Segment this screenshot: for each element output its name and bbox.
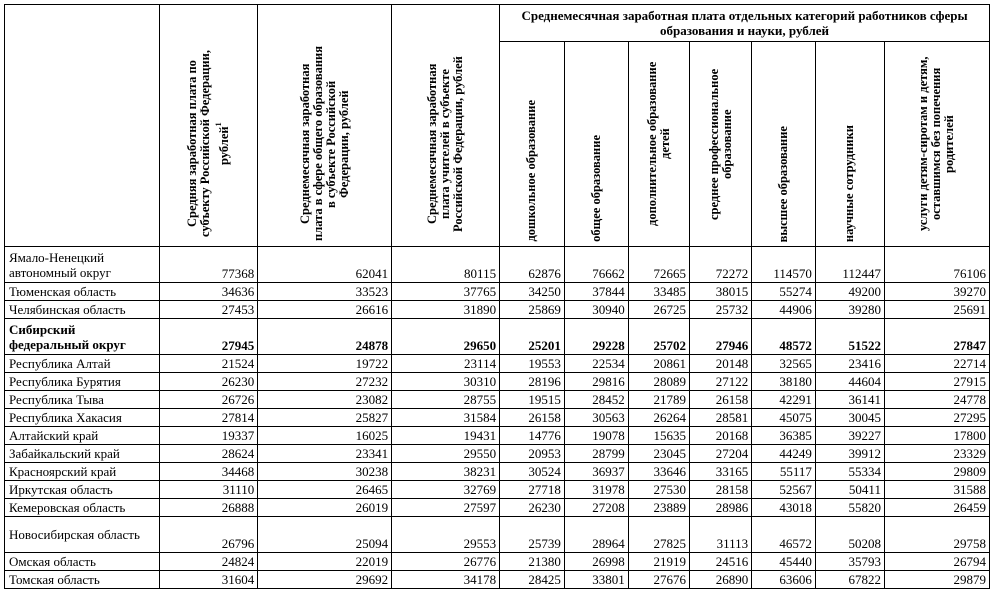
value-cell: 19515 [500,391,565,409]
header-higher: высшее образование [752,42,816,247]
value-cell: 20148 [690,355,752,373]
value-cell: 26158 [500,409,565,427]
value-cell: 34468 [160,463,258,481]
value-cell: 27208 [564,499,628,517]
value-cell: 20861 [628,355,689,373]
value-cell: 29816 [564,373,628,391]
value-cell: 30238 [258,463,392,481]
value-cell: 26465 [258,481,392,499]
value-cell: 28755 [392,391,500,409]
value-cell: 27295 [884,409,989,427]
value-cell: 72665 [628,247,689,283]
value-cell: 36141 [815,391,884,409]
value-cell: 24516 [690,553,752,571]
value-cell: 52567 [752,481,816,499]
value-cell: 28624 [160,445,258,463]
value-cell: 28986 [690,499,752,517]
region-name: Республика Хакасия [5,409,160,427]
value-cell: 38015 [690,283,752,301]
value-cell: 23416 [815,355,884,373]
value-cell: 21789 [628,391,689,409]
value-cell: 29650 [392,319,500,355]
value-cell: 21524 [160,355,258,373]
value-cell: 50411 [815,481,884,499]
region-name: Новосибирская область [5,517,160,553]
value-cell: 24878 [258,319,392,355]
value-cell: 26019 [258,499,392,517]
region-name: Тюменская область [5,283,160,301]
value-cell: 77368 [160,247,258,283]
value-cell: 26888 [160,499,258,517]
value-cell: 23045 [628,445,689,463]
value-cell: 26264 [628,409,689,427]
value-cell: 49200 [815,283,884,301]
table-row [5,373,990,391]
value-cell: 25094 [258,517,392,553]
value-cell: 48572 [752,319,816,355]
region-name: Иркутская область [5,481,160,499]
value-cell: 55820 [815,499,884,517]
value-cell: 27945 [160,319,258,355]
table-row [5,481,990,499]
value-cell: 20953 [500,445,565,463]
value-cell: 45075 [752,409,816,427]
value-cell: 27204 [690,445,752,463]
value-cell: 28158 [690,481,752,499]
value-cell: 33523 [258,283,392,301]
value-cell: 27453 [160,301,258,319]
region-header-cell [5,5,160,247]
table-row [5,409,990,427]
region-name: Забайкальский край [5,445,160,463]
value-cell: 22534 [564,355,628,373]
value-cell: 25869 [500,301,565,319]
table-row [5,355,990,373]
region-name: Омская область [5,553,160,571]
value-cell: 27676 [628,571,689,589]
header-general: общее образование [564,42,628,247]
value-cell: 16025 [258,427,392,445]
value-cell: 29228 [564,319,628,355]
value-cell: 62041 [258,247,392,283]
table-row [5,283,990,301]
value-cell: 29692 [258,571,392,589]
value-cell: 23341 [258,445,392,463]
header-avg-salary: Средняя заработная плата по субъекту Российской Федерации, рублей$^1$ [160,5,258,247]
region-name: Красноярский край [5,463,160,481]
value-cell: 29809 [884,463,989,481]
value-cell: 26726 [160,391,258,409]
value-cell: 27946 [690,319,752,355]
header-general-education-salary: Среднемесячная заработная плата в сфере общего образования в субъекте Российской Федерации, рублей [258,5,392,247]
value-cell: 55274 [752,283,816,301]
table-row [5,553,990,571]
value-cell: 67822 [815,571,884,589]
value-cell: 26998 [564,553,628,571]
value-cell: 34636 [160,283,258,301]
value-cell: 39280 [815,301,884,319]
value-cell: 38231 [392,463,500,481]
value-cell: 39912 [815,445,884,463]
table-row [5,301,990,319]
value-cell: 114570 [752,247,816,283]
value-cell: 29879 [884,571,989,589]
value-cell: 23082 [258,391,392,409]
table-row [5,391,990,409]
value-cell: 25702 [628,319,689,355]
region-name: Ямало-Ненецкий автономный округ [5,247,160,283]
header-preschool: дошкольное образование [500,42,565,247]
value-cell: 28964 [564,517,628,553]
value-cell: 19078 [564,427,628,445]
value-cell: 32565 [752,355,816,373]
value-cell: 34250 [500,283,565,301]
value-cell: 26459 [884,499,989,517]
value-cell: 76662 [564,247,628,283]
value-cell: 44249 [752,445,816,463]
value-cell: 27718 [500,481,565,499]
value-cell: 72272 [690,247,752,283]
value-cell: 17800 [884,427,989,445]
value-cell: 76106 [884,247,989,283]
value-cell: 28799 [564,445,628,463]
value-cell: 35793 [815,553,884,571]
header-researchers: научные сотрудники [815,42,884,247]
table-row [5,319,990,355]
value-cell: 51522 [815,319,884,355]
value-cell: 62876 [500,247,565,283]
table-row [5,445,990,463]
value-cell: 43018 [752,499,816,517]
value-cell: 37844 [564,283,628,301]
value-cell: 80115 [392,247,500,283]
value-cell: 29550 [392,445,500,463]
value-cell: 29553 [392,517,500,553]
value-cell: 21380 [500,553,565,571]
value-cell: 44604 [815,373,884,391]
value-cell: 30045 [815,409,884,427]
value-cell: 23889 [628,499,689,517]
value-cell: 37765 [392,283,500,301]
value-cell: 29758 [884,517,989,553]
value-cell: 23114 [392,355,500,373]
value-cell: 26794 [884,553,989,571]
value-cell: 25732 [690,301,752,319]
value-cell: 19722 [258,355,392,373]
table-row [5,571,990,589]
value-cell: 31890 [392,301,500,319]
value-cell: 32769 [392,481,500,499]
value-cell: 25827 [258,409,392,427]
value-cell: 63606 [752,571,816,589]
value-cell: 26890 [690,571,752,589]
value-cell: 39227 [815,427,884,445]
value-cell: 36385 [752,427,816,445]
value-cell: 27597 [392,499,500,517]
region-name: Алтайский край [5,427,160,445]
value-cell: 27915 [884,373,989,391]
value-cell: 26230 [160,373,258,391]
value-cell: 26158 [690,391,752,409]
value-cell: 55117 [752,463,816,481]
value-cell: 42291 [752,391,816,409]
value-cell: 26230 [500,499,565,517]
value-cell: 26725 [628,301,689,319]
value-cell: 28196 [500,373,565,391]
table-row [5,499,990,517]
value-cell: 33646 [628,463,689,481]
table-row [5,247,990,283]
value-cell: 30524 [500,463,565,481]
header-categories-group: Среднемесячная заработная плата отдельных категорий работников сферы образования и науки, рублей [500,5,990,42]
value-cell: 25739 [500,517,565,553]
value-cell: 34178 [392,571,500,589]
value-cell: 31113 [690,517,752,553]
value-cell: 24778 [884,391,989,409]
header-orphan-services: услуги детям-сиротам и детям, оставшимся без попечения родителей [884,42,989,247]
value-cell: 50208 [815,517,884,553]
value-cell: 24824 [160,553,258,571]
region-name: Республика Алтай [5,355,160,373]
table-row [5,517,990,553]
value-cell: 31584 [392,409,500,427]
value-cell: 33485 [628,283,689,301]
region-name: Кемеровская область [5,499,160,517]
value-cell: 27825 [628,517,689,553]
value-cell: 22019 [258,553,392,571]
value-cell: 21919 [628,553,689,571]
table-row [5,463,990,481]
value-cell: 36937 [564,463,628,481]
value-cell: 28089 [628,373,689,391]
value-cell: 30940 [564,301,628,319]
value-cell: 33165 [690,463,752,481]
region-name: Сибирский федеральный округ [5,319,160,355]
region-name: Челябинская область [5,301,160,319]
salary-table [4,4,990,589]
value-cell: 27814 [160,409,258,427]
value-cell: 28452 [564,391,628,409]
value-cell: 46572 [752,517,816,553]
value-cell: 31110 [160,481,258,499]
value-cell: 26776 [392,553,500,571]
value-cell: 30310 [392,373,500,391]
value-cell: 23329 [884,445,989,463]
value-cell: 27122 [690,373,752,391]
value-cell: 27530 [628,481,689,499]
value-cell: 27232 [258,373,392,391]
region-name: Республика Тыва [5,391,160,409]
value-cell: 28425 [500,571,565,589]
value-cell: 44906 [752,301,816,319]
header-secondary-vocational: среднее профессиональное образование [690,42,752,247]
header-teachers-salary: Среднемесячная заработная плата учителей в субъекте Российской Федерации, рублей [392,5,500,247]
value-cell: 31978 [564,481,628,499]
value-cell: 112447 [815,247,884,283]
value-cell: 55334 [815,463,884,481]
value-cell: 20168 [690,427,752,445]
value-cell: 45440 [752,553,816,571]
region-name: Томская область [5,571,160,589]
value-cell: 25691 [884,301,989,319]
value-cell: 31588 [884,481,989,499]
value-cell: 38180 [752,373,816,391]
table-row [5,427,990,445]
value-cell: 27847 [884,319,989,355]
value-cell: 19431 [392,427,500,445]
value-cell: 14776 [500,427,565,445]
value-cell: 33801 [564,571,628,589]
value-cell: 15635 [628,427,689,445]
value-cell: 22714 [884,355,989,373]
value-cell: 26616 [258,301,392,319]
value-cell: 30563 [564,409,628,427]
value-cell: 39270 [884,283,989,301]
header-additional: дополнительное образование детей [628,42,689,247]
value-cell: 19337 [160,427,258,445]
region-name: Республика Бурятия [5,373,160,391]
value-cell: 26796 [160,517,258,553]
value-cell: 31604 [160,571,258,589]
value-cell: 28581 [690,409,752,427]
value-cell: 19553 [500,355,565,373]
value-cell: 25201 [500,319,565,355]
